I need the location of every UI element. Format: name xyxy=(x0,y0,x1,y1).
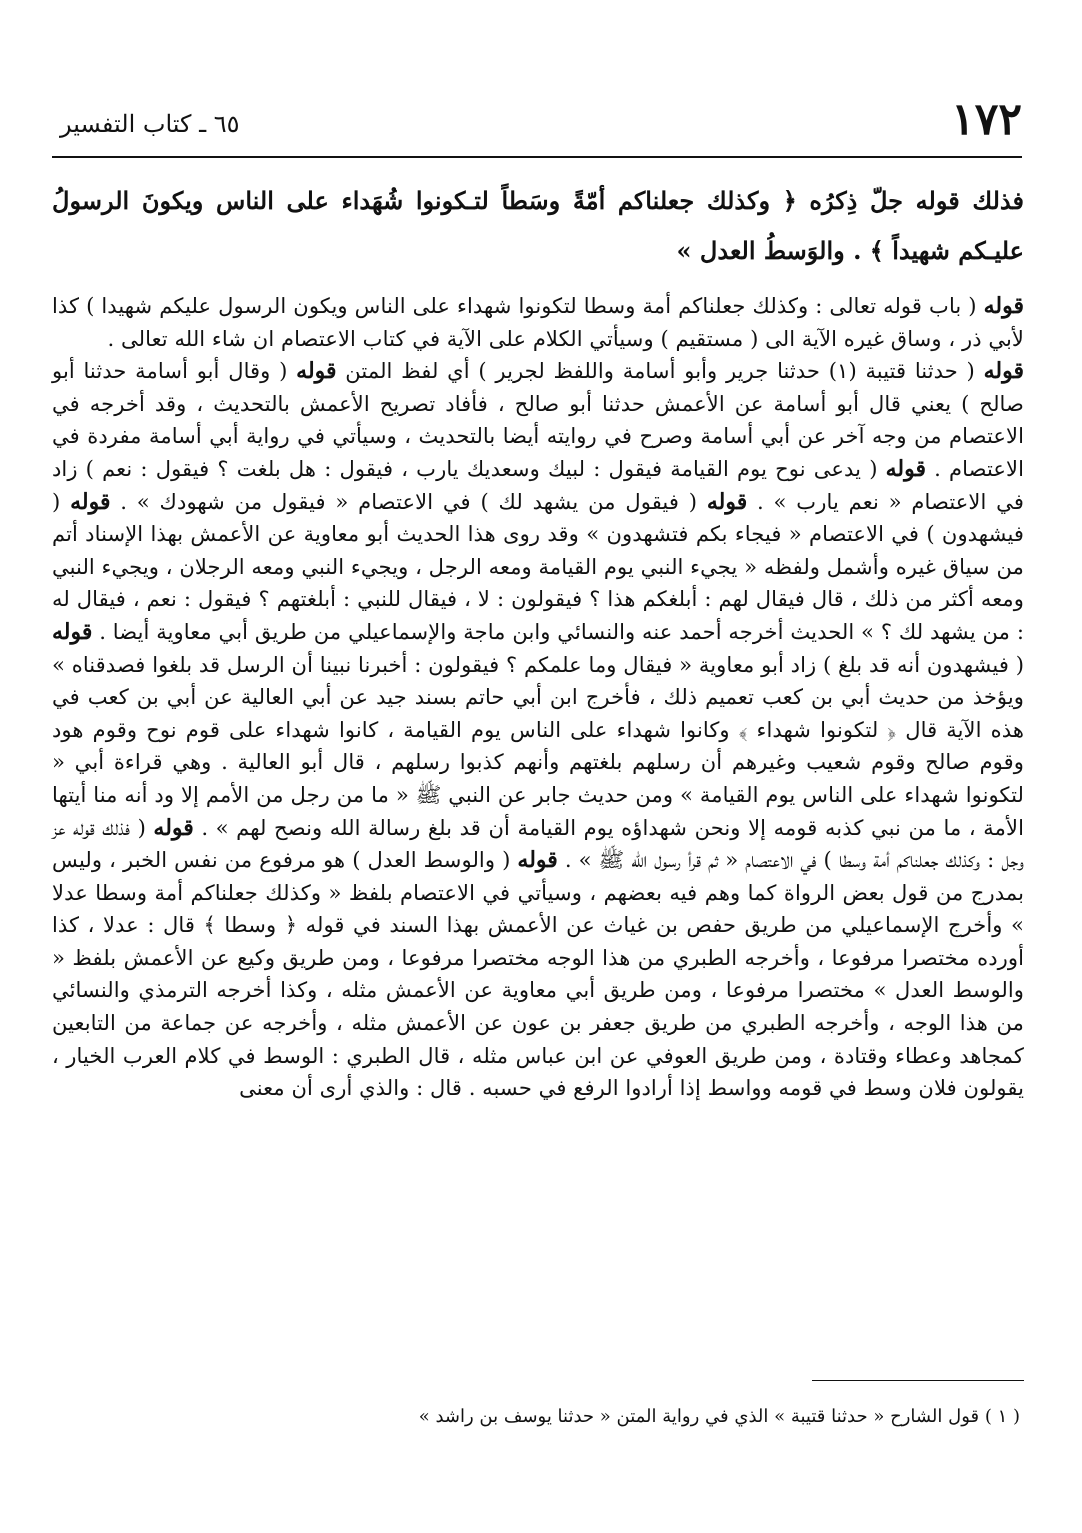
commentary-text: ( فيقول من يشهد لك ) في الاعتصام « فيقول من شهودك » . xyxy=(120,488,698,514)
page-content xyxy=(52,176,1024,1105)
commentary-text: ( يدعى نوح يوم القيامة فيقول : لبيك وسعديك يارب ، فيقول : هل بلغت ؟ فيقول : نعم ) زاد في الاعتصام « نعم يارب » . xyxy=(52,455,1024,514)
commentary-text: ( حدثنا قتيبة (١) حدثنا جرير وأبو أسامة واللفظ لجرير ) أي لفظ المتن xyxy=(345,358,975,384)
footnote-rule xyxy=(812,1380,1024,1381)
commentary-text: ( وقال أبو أسامة حدثنا أبو صالح ) يعني قال أبو أسامة عن الأعمش حدثنا أبو صالح ، فأفاد تصريح الأعمش بالتحديث ، وقد أخرجه في الاعتصام من وجه آخر عن أبي أسامة وصرح في روايته أيضا بالتحديث ، وسيأتي في رواية أبي أسامة مفردة في الاعتصام . xyxy=(52,358,1024,481)
qawluhu-marker: قوله xyxy=(52,618,93,645)
qawluhu-marker: قوله xyxy=(885,455,927,482)
page-number: ١٧٢ xyxy=(951,94,1022,145)
commentary-text: ( باب قوله تعالى : وكذلك جعلناكم أمة وسطا لتكونوا شهداء على الناس ويكون الرسول عليكم شهيدا ) كذا لأبي ذر ، وساق غيره الآية الى ( مستقيم ) وسيأتي الكلام على الآية في كتاب الاعتصام ان شاء الله تعالى . xyxy=(52,293,1024,351)
footnote: ( ١ ) قول الشارح « حدثنا قتيبة » الذي في رواية المتن « حدثنا يوسف بن راشد » xyxy=(418,1406,1020,1427)
commentary-paragraph xyxy=(52,355,1024,1105)
running-head: ٦٥ ـ كتاب التفسير xyxy=(60,110,240,138)
commentary-text: ( فيشهدون أنه قد بلغ ) زاد أبو معاوية « فيقال وما علمكم ؟ فيقولون : أخبرنا نبينا أن الرسل قد بلغوا فصدقناه » ويؤخذ من حديث أبي بن كعب تعميم ذلك ، فأخرج ابن أبي حاتم بسند جيد عن أبي العالية عن أبي بن كعب في هذه الآية قال ﴿ لتكونوا شهداء ﴾ وكانوا شهداء على الناس يوم القيامة ، كانوا شهداء على قوم نوح وقوم هود وقوم صالح وقوم شعيب وغيرهم أن رسلهم بلغتهم وأنهم كذبوا رسلهم ، قال أبو العالية . وهي قراءة أبي « لتكونوا شهداء على الناس يوم القيامة » ومن حديث جابر عن النبي ﷺ « ما من رجل من الأمم إلا ود أنه منا أيتها الأمة ، ما من نبي كذبه قومه إلا ونحن شهداؤه يوم القيامة أن قد بلغ رسالة الله ونصح لهم » . xyxy=(52,651,1024,840)
commentary-text: ( فيشهدون ) في الاعتصام « فيجاء بكم فتشهدون » وقد روى هذا الحديث أبو معاوية عن الأعمش بهذا الإسناد أتم من سياق غيره وأشمل ولفظه « يجيء النبي يوم القيامة ومعه الرجل ، ويجيء النبي ومعه الرجلان ، ويجيء النبي ومعه أكثر من ذلك ، قال فيقال لهم : أبلغكم هذا ؟ فيقولون : لا ، فيقال للنبي : أبلغتهم ؟ فيقول : نعم ، فيقال له : من يشهد لك ؟ » الحديث أخرجه أحمد عنه والنسائي وابن ماجة والإسماعيلي من طريق أبي معاوية أيضا . xyxy=(52,488,1024,644)
page-header xyxy=(52,86,1022,150)
qawluhu-marker: قوله xyxy=(70,488,111,515)
qawluhu-marker: قوله xyxy=(706,488,748,515)
matn-text: فذلك قوله جلّ ذِكرُه ﴿ وكذلك جعلناكم أمّةً وسَطاً لتـكونوا شُهَداء على الناس ويكونَ الرسولُ عليـكم شهيداً ﴾ . والوَسطُ العدل » xyxy=(52,186,1024,265)
qawluhu-marker: قوله xyxy=(517,847,558,874)
commentary xyxy=(52,290,1024,1105)
qawluhu-marker: قوله xyxy=(296,358,337,385)
header-rule xyxy=(52,156,1022,158)
commentary-text: ( فذلك قوله عز وجل : وكذلك جعلناكم أمة وسطا ) في الاعتصام « ثم قرأ رسول الله ﷺ » . xyxy=(52,814,1024,873)
qawluhu-marker: قوله xyxy=(983,358,1024,385)
commentary-paragraph xyxy=(52,290,1024,355)
qawluhu-marker: قوله xyxy=(153,814,194,841)
qawluhu-marker: قوله xyxy=(983,293,1024,319)
commentary-text: ( والوسط العدل ) هو مرفوع من نفس الخبر ، وليس بمدرج من قول بعض الرواة كما وهم فيه بعضهم ، وسيأتي في الاعتصام بلفظ « وكذلك جعلناكم أمة وسطا عدلا » وأخرج الإسماعيلي من طريق حفص بن غياث عن الأعمش بهذا السند في قوله ﴿ وسطا ﴾ قال : عدلا ، كذا أورده مختصرا مرفوعا ، وأخرجه الطبري من هذا الوجه مختصرا مرفوعا ، ومن طريق وكيع عن الأعمش بلفظ « والوسط العدل » مختصرا مرفوعا ، ومن طريق أبي معاوية عن الأعمش مثله ، وكذا أخرجه الترمذي والنسائي من هذا الوجه ، وأخرجه الطبري من طريق جعفر بن عون عن الأعمش مثله ، وأخرجه عن جماعة من التابعين كمجاهد وعطاء وقتادة ، ومن طريق العوفي عن ابن عباس مثله ، قال الطبري : الوسط في كلام العرب الخيار ، يقولون فلان وسط في قومه وواسط إذا أرادوا الرفع في حسبه . قال : والذي أرى أن معنى xyxy=(52,847,1024,1101)
